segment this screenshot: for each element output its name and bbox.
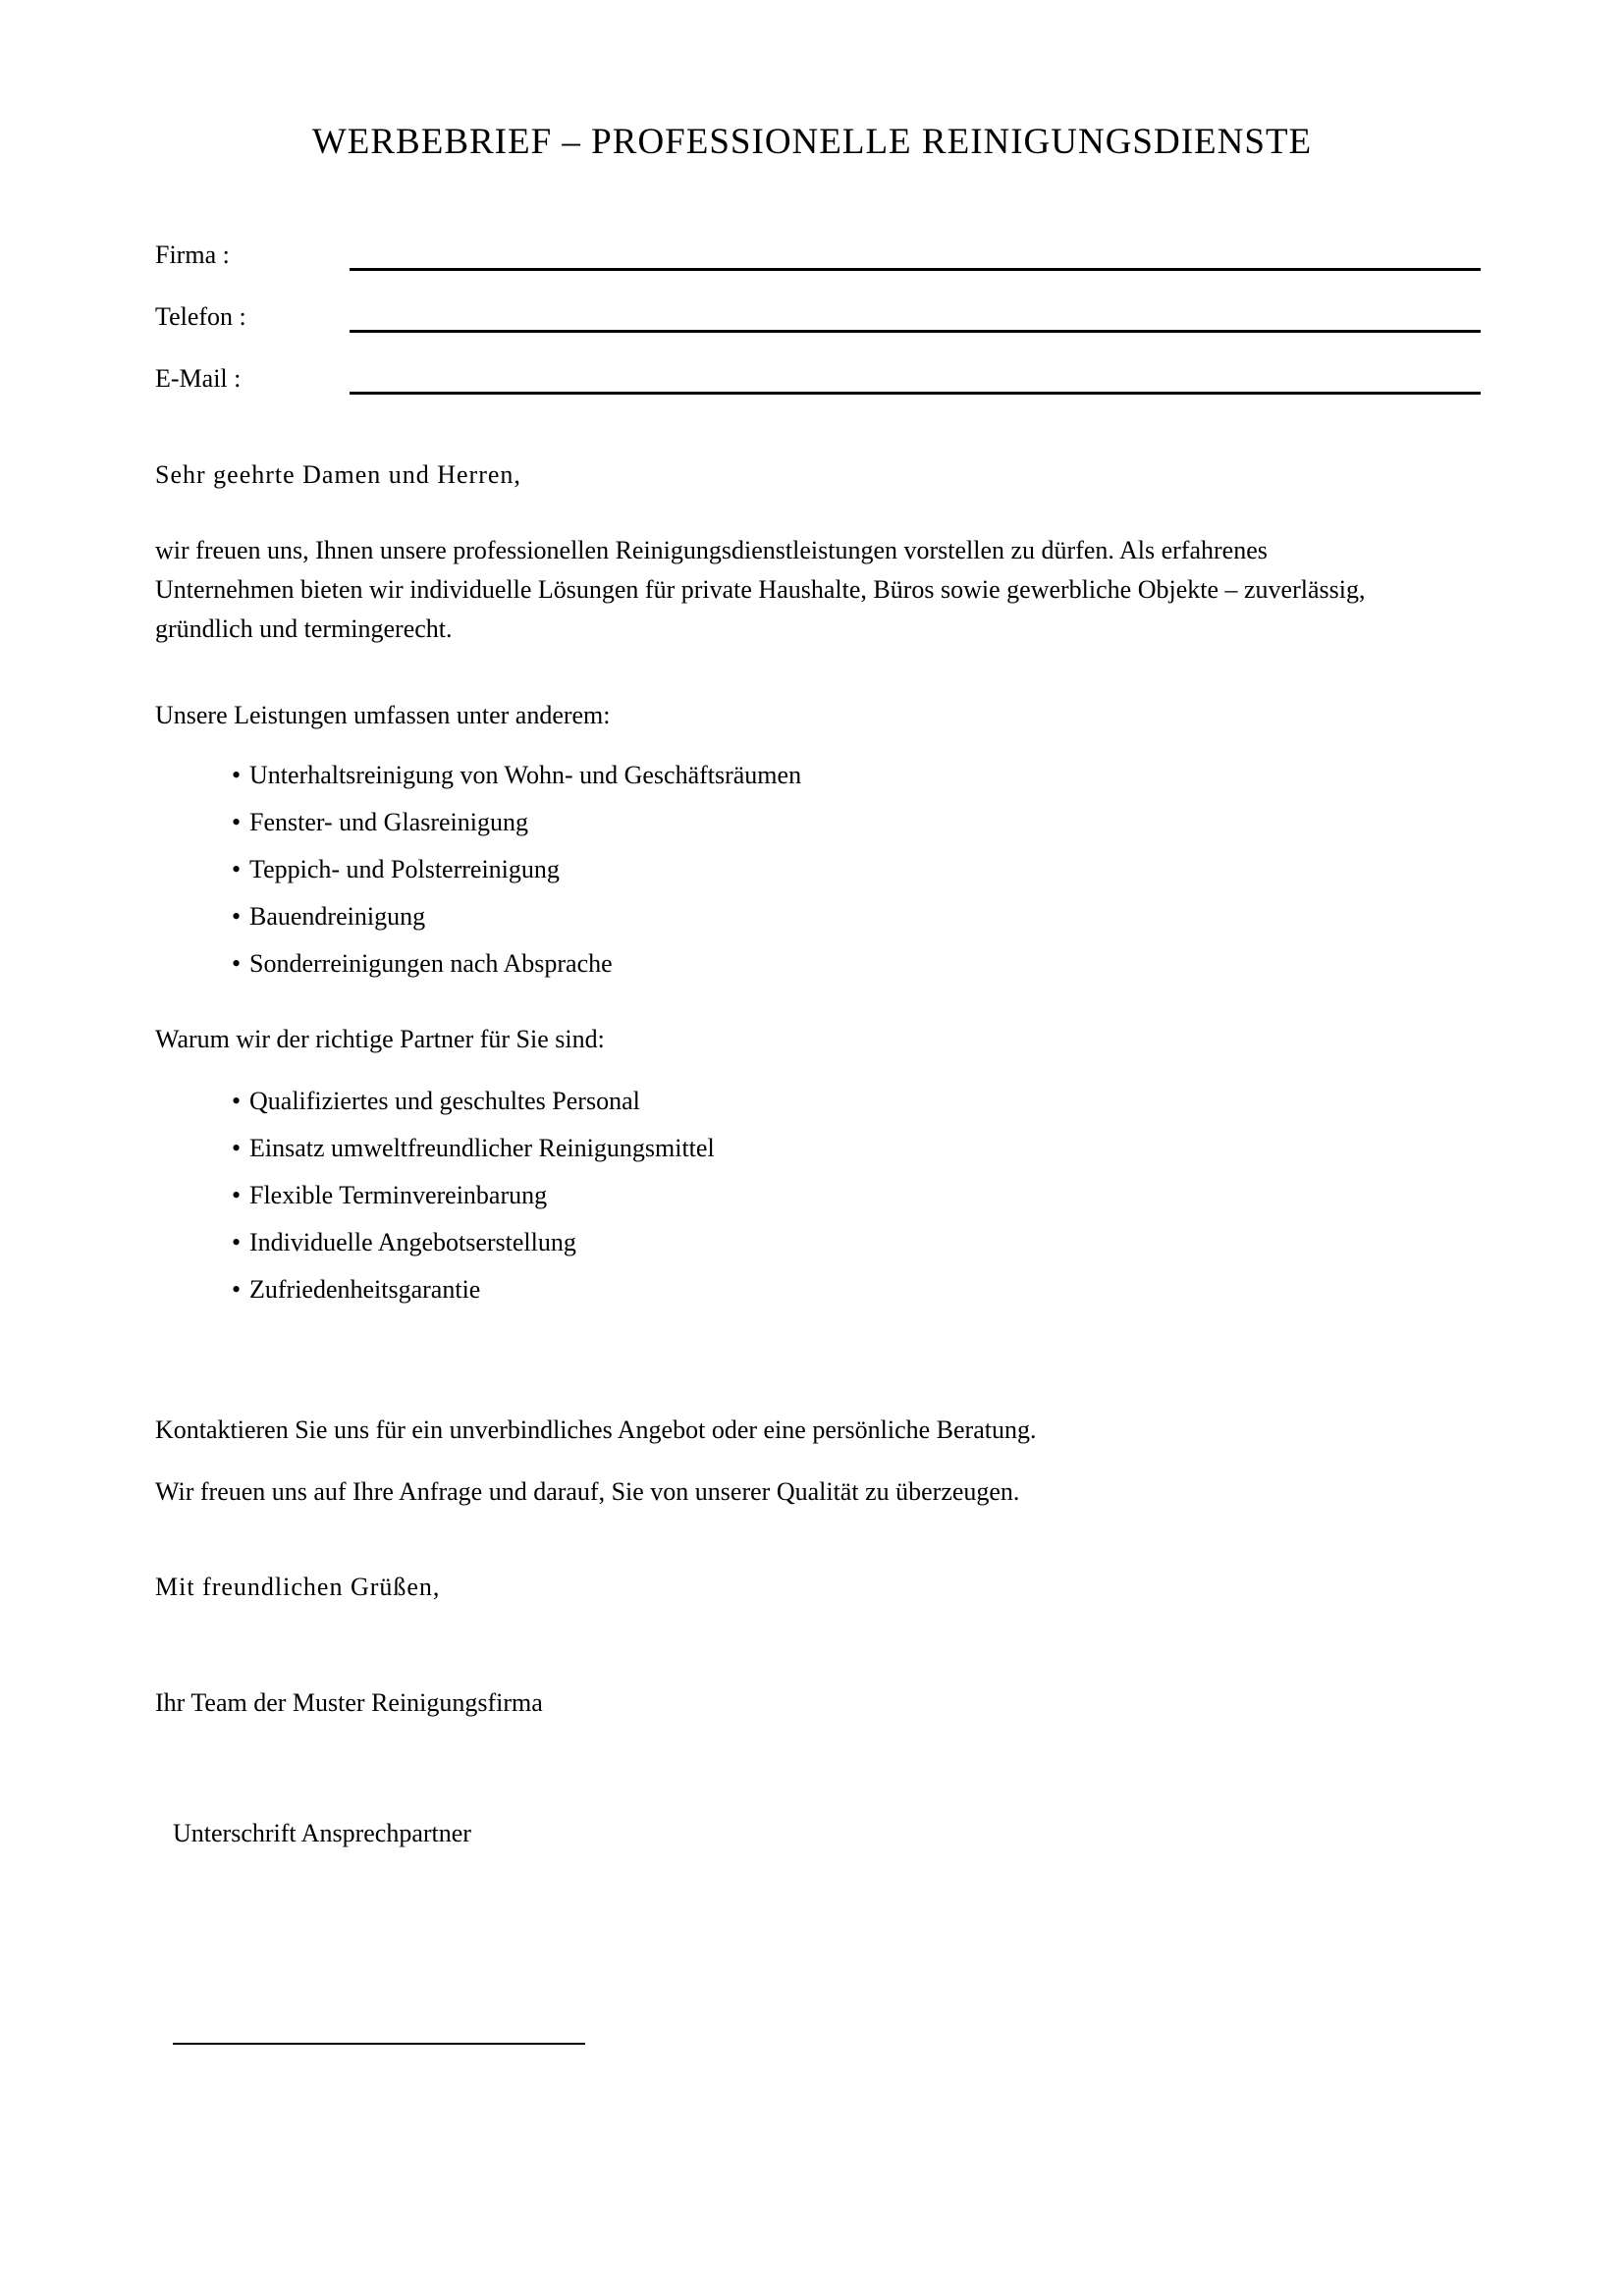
telefon-label: Telefon : [155,302,246,331]
bullet-icon: • [232,761,242,789]
bullet-icon: • [232,1275,242,1304]
reason-item: Flexible Terminvereinbarung [249,1181,548,1209]
list-item [232,940,801,988]
bullet-icon: • [232,1134,242,1162]
reason-item: Individuelle Angebotserstellung [249,1228,576,1256]
salutation: Sehr geehrte Damen und Herren, [155,460,521,489]
greeting: Mit freundlichen Grüßen, [155,1573,441,1601]
reasons-list [232,1078,715,1313]
services-heading: Unsere Leistungen umfassen unter anderem: [155,701,611,729]
list-item [232,1219,715,1266]
bullet-icon: • [232,949,242,978]
list-item [232,1172,715,1219]
email-input-line[interactable] [350,392,1481,395]
telefon-input-line[interactable] [350,330,1481,333]
signature-label: Unterschrift Ansprechpartner [173,1819,471,1847]
service-item: Fenster- und Glasreinigung [249,808,528,836]
firma-input-line[interactable] [350,268,1481,271]
reason-item: Qualifiziertes und geschultes Personal [249,1087,640,1115]
service-item: Unterhaltsreinigung von Wohn- und Geschäftsräumen [249,761,802,789]
closing-line: Wir freuen uns auf Ihre Anfrage und darauf, Sie von unserer Qualität zu überzeugen. [155,1477,1020,1506]
reason-item: Einsatz umweltfreundlicher Reinigungsmittel [249,1134,715,1162]
signature-line[interactable] [173,2043,585,2045]
bullet-icon: • [232,1228,242,1256]
bullet-icon: • [232,1181,242,1209]
list-item [232,752,801,799]
telefon-field [155,297,1481,337]
firma-label: Firma : [155,240,230,269]
intro-line: gründlich und termingerecht. [155,614,453,643]
reasons-heading: Warum wir der richtige Partner für Sie sind: [155,1025,605,1053]
bullet-icon: • [232,902,242,931]
service-item: Teppich- und Polsterreinigung [249,855,560,883]
list-item [232,893,801,940]
reason-item: Zufriedenheitsgarantie [249,1275,481,1304]
bullet-icon: • [232,855,242,883]
list-item [232,1266,715,1313]
services-list [232,752,801,988]
list-item [232,1078,715,1125]
contact-line: Kontaktieren Sie uns für ein unverbindliches Angebot oder eine persönliche Beratung. [155,1415,1037,1444]
intro-line: wir freuen uns, Ihnen unsere professionellen Reinigungsdienstleistungen vorstellen zu dürfen. Als erfahrenes [155,536,1268,564]
service-item: Bauendreinigung [249,902,426,931]
bullet-icon: • [232,1087,242,1115]
intro-line: Unternehmen bieten wir individuelle Lösungen für private Haushalte, Büros sowie gewerbliche Objekte – zuverlässig, [155,575,1366,604]
list-item [232,799,801,846]
email-field [155,359,1481,399]
list-item [232,846,801,893]
bullet-icon: • [232,808,242,836]
sender-name: Ihr Team der Muster Reinigungsfirma [155,1688,543,1717]
letter-title: WERBEBRIEF – PROFESSIONELLE REINIGUNGSDIENSTE [311,122,1313,162]
service-item: Sonderreinigungen nach Absprache [249,949,613,978]
email-label: E-Mail : [155,364,242,393]
intro-paragraph [155,531,1490,649]
firma-field [155,236,1481,275]
list-item [232,1125,715,1172]
